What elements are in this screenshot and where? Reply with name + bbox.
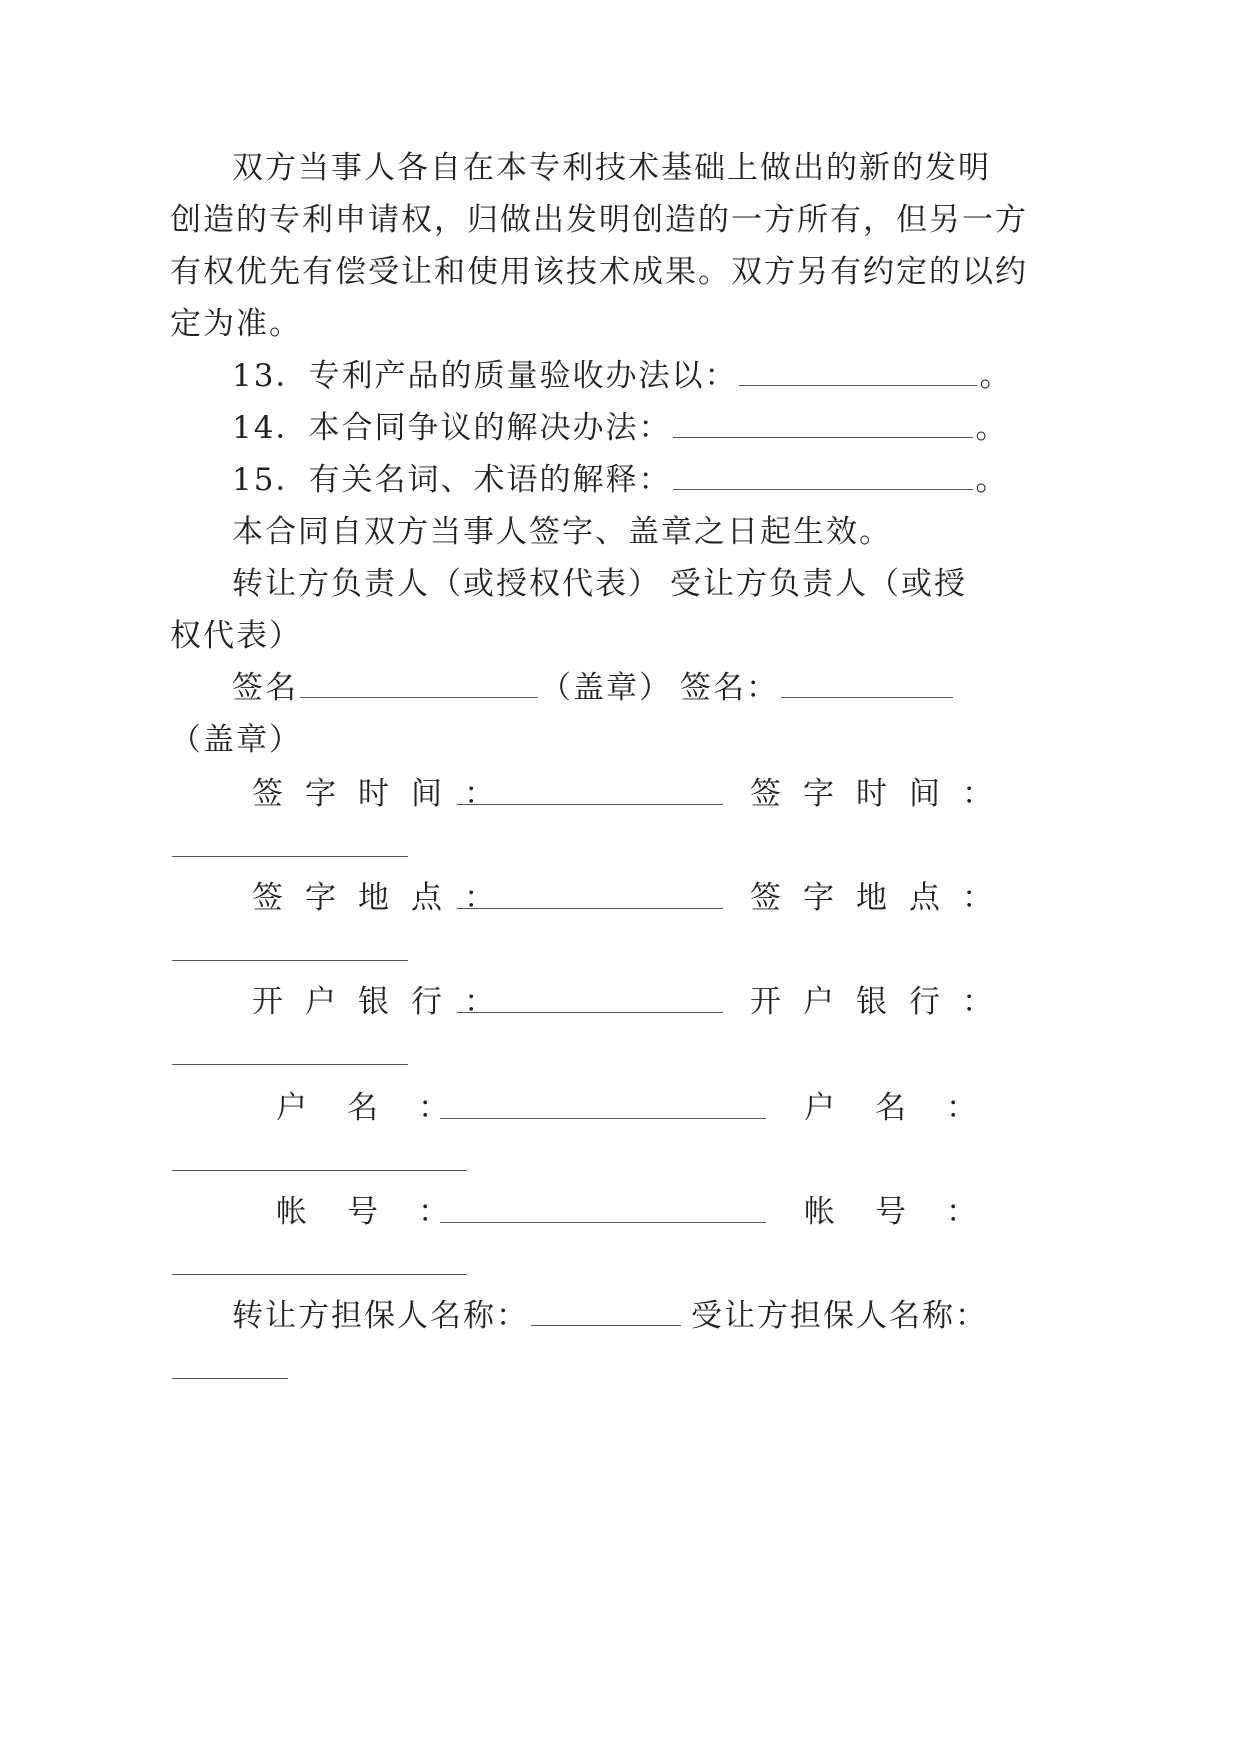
seal-label-2: （盖章） [170, 722, 302, 758]
bank-left: 开户银行： [252, 984, 517, 1020]
transferee-head-cont: 权代表） [170, 618, 302, 654]
blank-field [300, 673, 538, 698]
blank-field [781, 673, 953, 698]
blank-field [172, 832, 408, 857]
blank-field [172, 1250, 467, 1275]
bank-right: 开户银行： [750, 984, 1015, 1020]
sign-time-left: 签字时间： [252, 776, 517, 812]
paragraph-line: 创造的专利申请权，归做出发明创造的一方所有，但另一方 [170, 202, 1028, 238]
period: 。 [975, 410, 1009, 446]
paragraph-line: 有权优先有偿受让和使用该技术成果。双方另有约定的以约 [170, 254, 1028, 290]
sign-label: 签名 [232, 670, 298, 706]
signature-line [232, 668, 955, 708]
blank-field [531, 1301, 681, 1326]
period: 。 [979, 358, 1013, 394]
blank-field [172, 1040, 408, 1065]
transferor-head: 转让方负责人（或授权代表） [232, 566, 661, 602]
clause-13-label: 13．专利产品的质量验收办法以： [232, 358, 738, 394]
blank-field [457, 988, 723, 1013]
blank-field [440, 1198, 766, 1223]
transferee-guarantor-label: 受让方担保人名称： [691, 1298, 988, 1334]
account-no-left: 帐号： [276, 1194, 489, 1230]
clause-15-label: 15．有关名词、术语的解释： [232, 462, 672, 498]
account-no-right: 帐号： [804, 1194, 1017, 1230]
paragraph-line: 定为准。 [170, 306, 302, 342]
effective-clause: 本合同自双方当事人签字、盖章之日起生效。 [232, 514, 892, 550]
guarantor-line [232, 1296, 988, 1336]
seal-label: （盖章） [540, 670, 672, 706]
sign-place-right: 签字地点： [750, 880, 1015, 916]
transferee-head: 受让方负责人（或授 [670, 566, 967, 602]
sign-place-left: 签字地点： [252, 880, 517, 916]
clause-15 [232, 460, 1008, 500]
blank-field [440, 1094, 766, 1119]
blank-field [673, 465, 973, 490]
account-name-left: 户名： [276, 1090, 489, 1126]
blank-field [172, 936, 408, 961]
paragraph-line: 双方当事人各自在本专利技术基础上做出的新的发明 [232, 150, 991, 186]
transferor-guarantor-label: 转让方担保人名称： [232, 1298, 529, 1334]
blank-field [172, 1146, 467, 1171]
blank-field [457, 884, 723, 909]
account-name-right: 户名： [804, 1090, 1017, 1126]
period: 。 [975, 462, 1009, 498]
blank-field [457, 780, 723, 805]
sign-time-right: 签字时间： [750, 776, 1015, 812]
blank-field [172, 1354, 288, 1379]
clause-14-label: 14．本合同争议的解决办法： [232, 410, 672, 446]
blank-field [739, 361, 977, 386]
clause-13 [232, 356, 1012, 396]
sign-label-2: 签名： [680, 670, 779, 706]
blank-field [673, 413, 973, 438]
clause-14 [232, 408, 1008, 448]
